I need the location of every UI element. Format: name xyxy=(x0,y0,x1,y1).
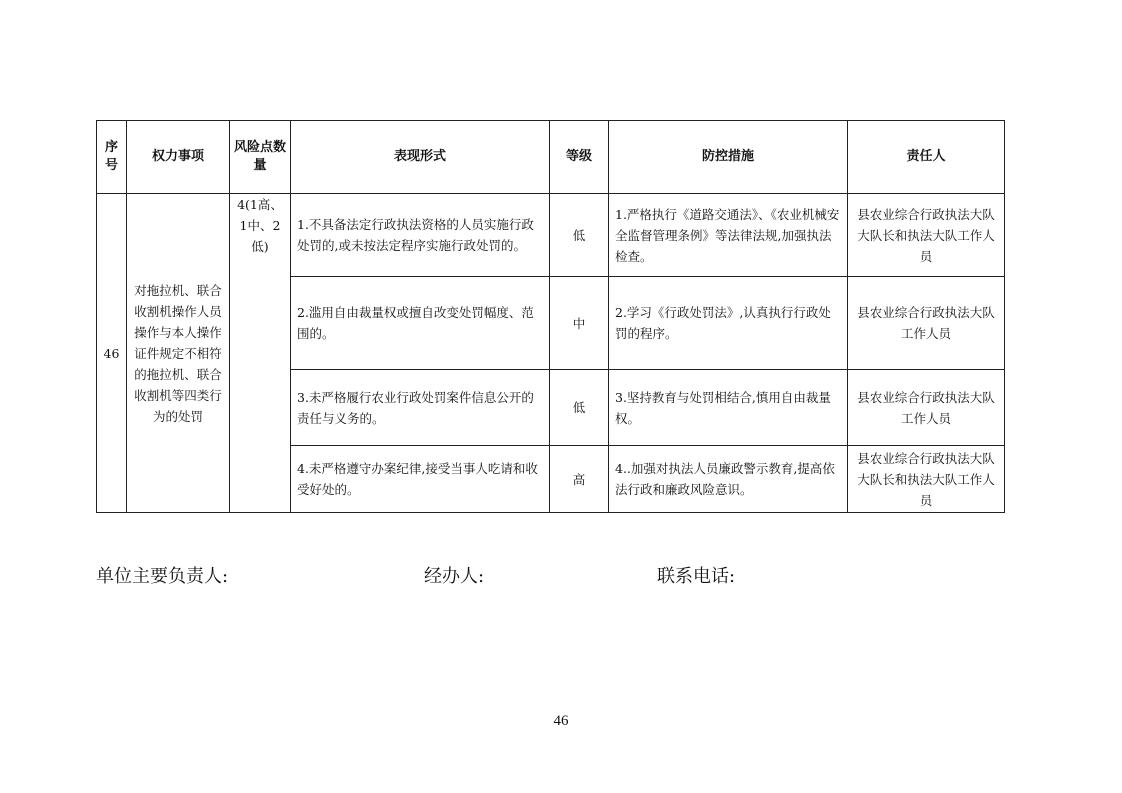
unit-leader-label: 单位主要负责人: xyxy=(96,566,229,587)
table-row xyxy=(97,194,1005,277)
manifestation-cell: 1.不具备法定行政执法资格的人员实施行政处罚的,或未按法定程序实施行政处罚的。 xyxy=(291,194,550,277)
header-row xyxy=(97,121,1005,194)
manifestation-cell: 4.未严格遵守办案纪律,接受当事人吃请和收受好处的。 xyxy=(291,446,550,513)
header-seq: 序号 xyxy=(97,121,127,194)
manifestation-cell: 3.未严格履行农业行政处罚案件信息公开的责任与义务的。 xyxy=(291,370,550,446)
handler-label: 经办人: xyxy=(424,566,485,587)
risk-count: 4(1高、1中、2低) xyxy=(230,194,291,513)
level-cell: 中 xyxy=(550,277,609,370)
header-responsible: 责任人 xyxy=(848,121,1005,194)
level-cell: 高 xyxy=(550,446,609,513)
header-manifestation: 表现形式 xyxy=(291,121,550,194)
responsible-cell: 县农业综合行政执法大队大队长和执法大队工作人员 xyxy=(848,446,1005,513)
page-number: 46 xyxy=(553,713,569,729)
responsible-cell: 县农业综合行政执法大队工作人员 xyxy=(848,370,1005,446)
measure-cell: 4..加强对执法人员廉政警示教育,提高依法行政和廉政风险意识。 xyxy=(609,446,848,513)
header-level: 等级 xyxy=(550,121,609,194)
level-cell: 低 xyxy=(550,370,609,446)
header-measures: 防控措施 xyxy=(609,121,848,194)
header-item: 权力事项 xyxy=(127,121,230,194)
responsible-cell: 县农业综合行政执法大队工作人员 xyxy=(848,277,1005,370)
measure-cell: 3.坚持教育与处罚相结合,慎用自由裁量权。 xyxy=(609,370,848,446)
measure-cell: 2.学习《行政处罚法》,认真执行行政处罚的程序。 xyxy=(609,277,848,370)
risk-table xyxy=(96,120,1005,513)
manifestation-cell: 2.滥用自由裁量权或擅自改变处罚幅度、范围的。 xyxy=(291,277,550,370)
measure-cell: 1.严格执行《道路交通法》、《农业机械安全监督管理条例》等法律法规,加强执法检查。 xyxy=(609,194,848,277)
header-risk-count: 风险点数量 xyxy=(230,121,291,194)
level-cell: 低 xyxy=(550,194,609,277)
power-item: 对拖拉机、联合收割机操作人员操作与本人操作证件规定不相符的拖拉机、联合收割机等四类行为的处罚 xyxy=(127,194,230,513)
contact-phone-label: 联系电话: xyxy=(657,566,736,587)
responsible-cell: 县农业综合行政执法大队大队长和执法大队工作人员 xyxy=(848,194,1005,277)
seq-number: 46 xyxy=(97,194,127,513)
